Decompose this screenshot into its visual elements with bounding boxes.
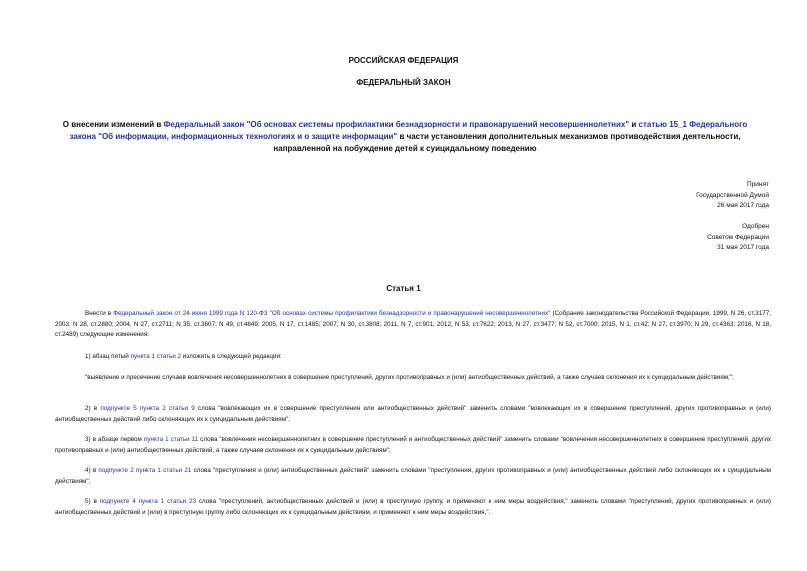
title-link-1[interactable]: Федеральный закон "Об основах системы профилактики безнадзорности и правонарушений несовершеннолетних" xyxy=(163,120,630,129)
adopted-line-1: Принят xyxy=(746,181,769,188)
item-2-link[interactable]: подпункте 5 пункта 2 статьи 9 xyxy=(100,405,195,412)
approved-line-1: Одобрен xyxy=(742,223,769,230)
title-text-2: и xyxy=(629,120,639,129)
approved-line-3: 31 мая 2017 года xyxy=(717,244,769,251)
item-1-link[interactable]: пункта 1 статьи 2 xyxy=(130,353,181,360)
item-4-text-1: 4) в xyxy=(85,467,99,474)
item-4-text-2: слова "преступления и (или) антиобщественных действий" заменить словами "преступления, других противоправных и (или) антиобщественных действий либо склоняющих их к суицидальным действиям"; xyxy=(55,467,771,485)
title-text-1: О внесении изменений в xyxy=(62,120,164,129)
adopted-block xyxy=(696,180,769,212)
adopted-line-3: 26 мая 2017 года xyxy=(717,202,769,209)
adopted-line-2: Государственной Думой xyxy=(696,191,769,199)
intro-paragraph xyxy=(55,309,771,341)
item-5-paragraph xyxy=(55,497,771,518)
item-5-link[interactable]: подпункте 4 пункта 1 статьи 23 xyxy=(99,498,197,505)
item-2-text-2: слова "вовлекающих их в совершение преступления или антиобщественных действий" заменить словами "вовлекающих их в совершение преступлений, других противоправных и (или) антиобщественных действий либо склоняющих их к суицидальным действиям"; xyxy=(55,405,771,423)
item-1-text-1: 1) абзац пятый xyxy=(85,353,131,360)
item-2-paragraph xyxy=(55,404,771,425)
law-title xyxy=(60,119,750,155)
title-link-2[interactable]: статью 15_1 Федерального закона "Об информации, информационных технологиях и о защите информации" xyxy=(69,120,748,141)
law-type-heading: ФЕДЕРАЛЬНЫЙ ЗАКОН xyxy=(356,78,451,87)
intro-text-2: (Собрание законодательства Российской Федерации, 1999, N 26, ст.3177; 2003, N 28, ст.2880; 2004, N 27, ст.2711; N 35, ст.3607; N 49, ст.4849; 2005, N 17, ст.1485; 2007, N 30, ст.3808; 2011, N 7, ст.901; 2012, N 53, ст.7622; 2013, N 27, ст.3477; N 52, ст.7000; 2015, N 1, ст.42; N 27, ст.3970; N 29, ст.4363; 2016, N 18, ст.2489) следующие изменения: xyxy=(55,310,772,338)
item-1-paragraph xyxy=(55,352,771,363)
item-4-link[interactable]: подпункте 2 пункта 1 статьи 21 xyxy=(98,467,192,474)
item-2-text-1: 2) в xyxy=(85,405,101,412)
country-heading: РОССИЙСКАЯ ФЕДЕРАЦИЯ xyxy=(348,56,459,65)
intro-link[interactable]: Федеральный закон от 24 июня 1999 года N 120-ФЗ "Об основах системы профилактики безнадзорности и правонарушений несовершеннолетних" xyxy=(113,310,551,317)
approved-block xyxy=(707,222,769,254)
intro-text-1: Внести в xyxy=(85,310,114,317)
approved-line-2: Советом Федерации xyxy=(707,233,769,241)
title-text-3: в части установления дополнительных механизмов противодействия деятельности, направленной на побуждение детей к суицидальному поведению xyxy=(273,132,741,153)
item-5-text-1: 5) в xyxy=(85,498,100,505)
item-3-paragraph xyxy=(55,435,771,456)
item-3-text-2: слова "вовлечения несовершеннолетних в совершение преступлений и антиобщественных действий" заменить словами "вовлечения несовершеннолетних в совершение преступлений, других противоправных и (или) антиобщественных действий, а также случаев склонения их к суицидальным действиям"; xyxy=(55,436,772,454)
item-1-text-2: изложить в следующей редакции: xyxy=(181,353,282,360)
item-1-quote: "выявление и пресечение случаев вовлечения несовершеннолетних в совершение преступлений, других противоправных и (или) антиобщественных действий, а также случаев склонения их к суицидальным действиям;"; xyxy=(85,374,734,381)
item-3-link[interactable]: пункта 1 статьи 11 xyxy=(143,436,199,443)
article-heading: Статья 1 xyxy=(386,284,421,293)
item-4-paragraph xyxy=(55,466,771,487)
item-3-text-1: 3) в абзаце первом xyxy=(85,436,144,443)
item-5-text-2: слова "преступлений, антиобщественных действий и (или) в преступную группу, и применяют к ним меры воздействия," заменить словами "преступлений, других противоправных и (или) антиобщественных действий и (или) в преступную группу либо склоняющих их к суицидальным действиям, и применяют к ним меры воздействия,". xyxy=(55,498,771,516)
